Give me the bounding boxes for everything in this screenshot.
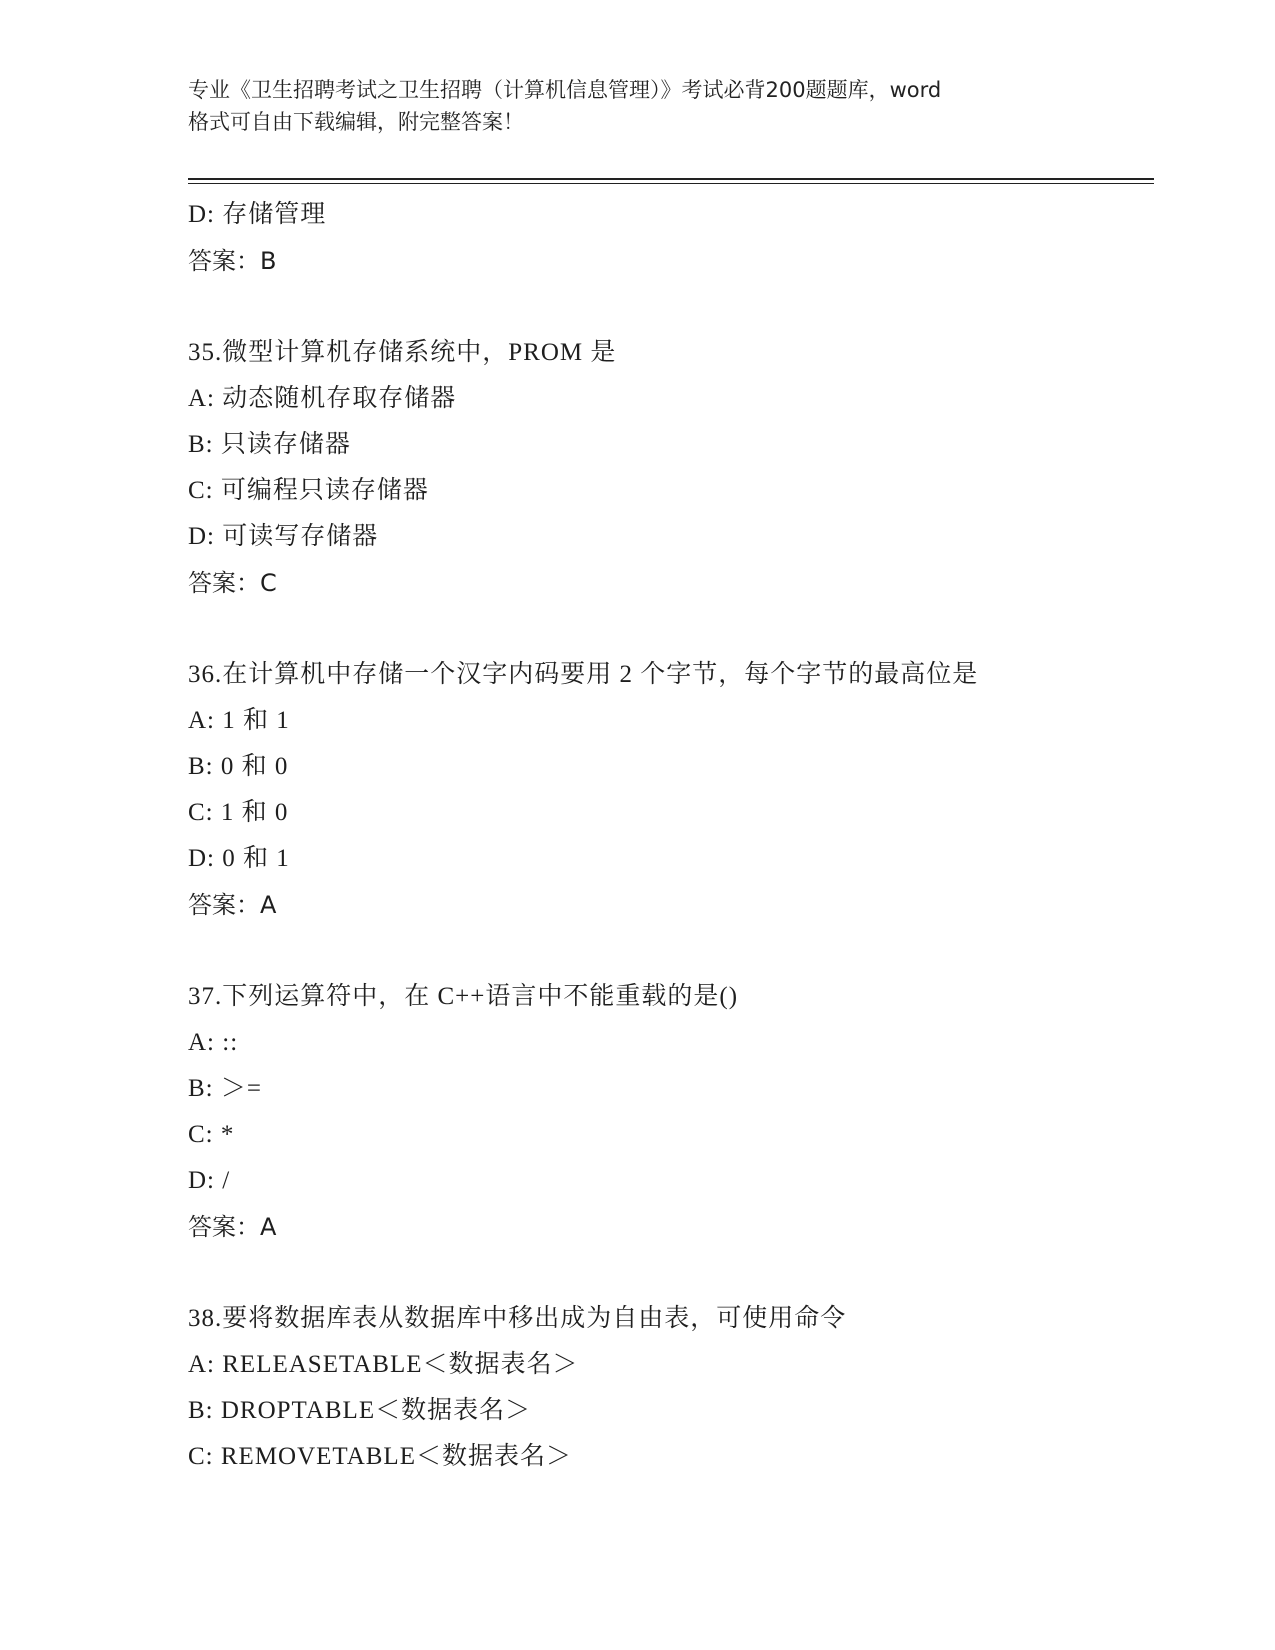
option-text: A: 1 和 1	[188, 707, 290, 734]
answer-text: 答案：B	[188, 247, 277, 275]
answer-text: 答案：A	[188, 891, 277, 919]
header-line-2: 格式可自由下载编辑，附完整答案！	[188, 110, 524, 134]
option-text: C: *	[188, 1121, 235, 1148]
option-text: C: REMOVETABLE＜数据表名＞	[188, 1443, 572, 1470]
option-text: B: ＞=	[188, 1075, 262, 1102]
header-divider-thin	[188, 183, 1154, 184]
option-text: D: 0 和 1	[188, 845, 290, 872]
document-header	[188, 74, 1088, 138]
question-text: 38.要将数据库表从数据库中移出成为自由表，可使用命令	[188, 1305, 847, 1332]
option-text: B: DROPTABLE＜数据表名＞	[188, 1397, 532, 1424]
option-text: A: ::	[188, 1029, 239, 1056]
question-text: 37.下列运算符中，在 C++语言中不能重载的是()	[188, 983, 739, 1010]
option-text: C: 1 和 0	[188, 799, 289, 826]
spacer	[188, 284, 1154, 330]
option-text: B: 只读存储器	[188, 431, 351, 458]
spacer	[188, 928, 1154, 974]
option-text: A: 动态随机存取存储器	[188, 385, 457, 412]
question-text: 35.微型计算机存储系统中，PROM 是	[188, 339, 617, 366]
option-text: D: 可读写存储器	[188, 523, 379, 550]
option-text: B: 0 和 0	[188, 753, 289, 780]
option-text: C: 可编程只读存储器	[188, 477, 429, 504]
answer-text: 答案：C	[188, 569, 277, 597]
spacer	[188, 606, 1154, 652]
option-text: D: 存储管理	[188, 201, 327, 228]
header-line-1: 专业《卫生招聘考试之卫生招聘（计算机信息管理）》考试必背200题题库，word	[188, 78, 942, 102]
question-text: 36.在计算机中存储一个汉字内码要用 2 个字节，每个字节的最高位是	[188, 661, 979, 688]
option-text: A: RELEASETABLE＜数据表名＞	[188, 1351, 579, 1378]
option-text: D: /	[188, 1167, 231, 1194]
question-list	[188, 192, 1154, 1480]
spacer	[188, 1250, 1154, 1296]
answer-text: 答案：A	[188, 1213, 277, 1241]
header-divider-thick	[188, 178, 1154, 180]
